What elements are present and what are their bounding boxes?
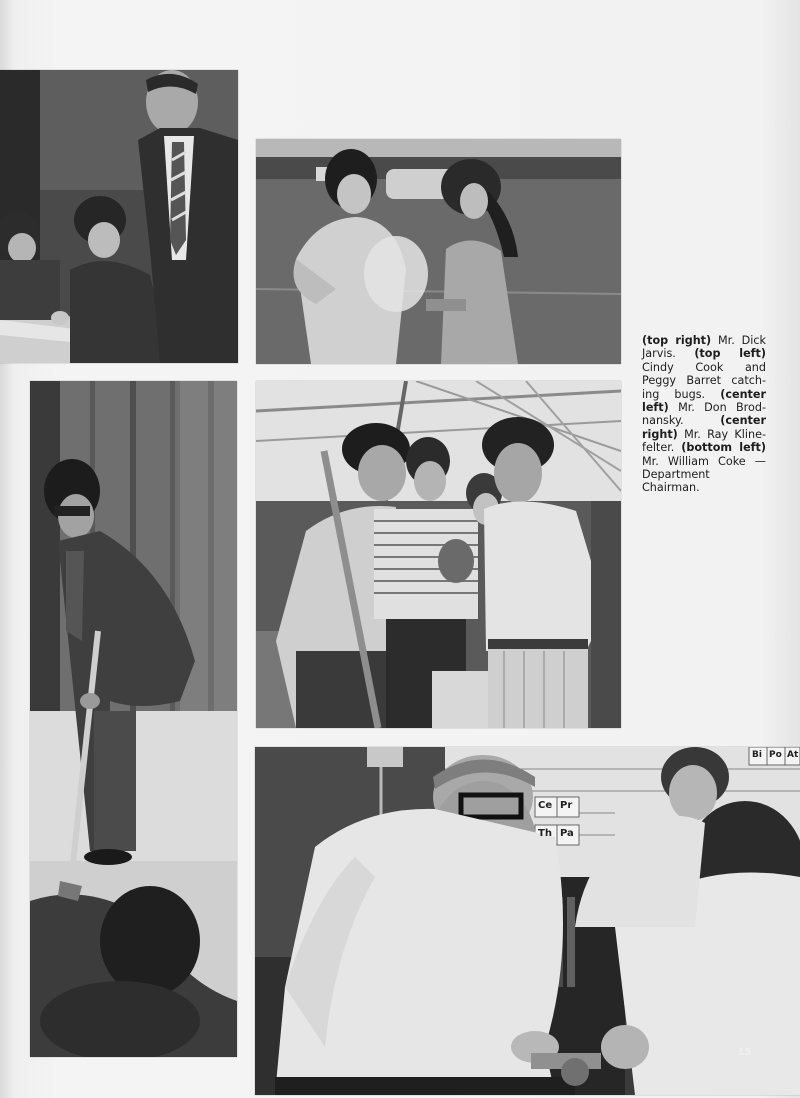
photo-greenhouse-group bbox=[256, 381, 621, 728]
pt-symbol-pa: Pa bbox=[560, 828, 574, 839]
photo-chemistry-lab bbox=[255, 747, 800, 1095]
pt-symbol-ce: Ce bbox=[538, 800, 553, 811]
photo-girls-catching-bugs bbox=[256, 139, 621, 364]
photo-man-with-shovel bbox=[30, 381, 237, 1057]
pt-symbol-pr: Pr bbox=[560, 800, 573, 811]
pt-symbol-at: At bbox=[787, 750, 799, 760]
pt-symbol-bi: Bi bbox=[752, 750, 762, 760]
photo-teacher-with-students bbox=[0, 70, 238, 363]
caption-label-center-right: (center right) bbox=[642, 414, 766, 441]
caption-label-top-right: (top right) bbox=[642, 334, 712, 347]
caption-text-center-left: Mr. Don Brod-nansky. bbox=[642, 401, 766, 428]
caption-text-center-right: Mr. Ray Kline-felter. bbox=[642, 427, 766, 455]
caption-text-bottom-left: Mr. William Coke — Department Chairman. bbox=[642, 454, 766, 495]
caption-text-top-right: Mr. Dick Jarvis. bbox=[642, 334, 766, 361]
caption-label-center-left: (center left) bbox=[642, 387, 766, 415]
pt-symbol-po: Po bbox=[769, 750, 782, 760]
pt-symbol-th: Th bbox=[538, 828, 552, 839]
photo-caption bbox=[642, 334, 766, 495]
caption-label-bottom-left: (bottom left) bbox=[681, 441, 766, 455]
caption-label-top-left: (top left) bbox=[694, 347, 766, 361]
caption-text-top-left: Cindy Cook and Peggy Barret catch-ing bugs. bbox=[642, 360, 766, 401]
page-number: 15 bbox=[738, 1047, 752, 1058]
